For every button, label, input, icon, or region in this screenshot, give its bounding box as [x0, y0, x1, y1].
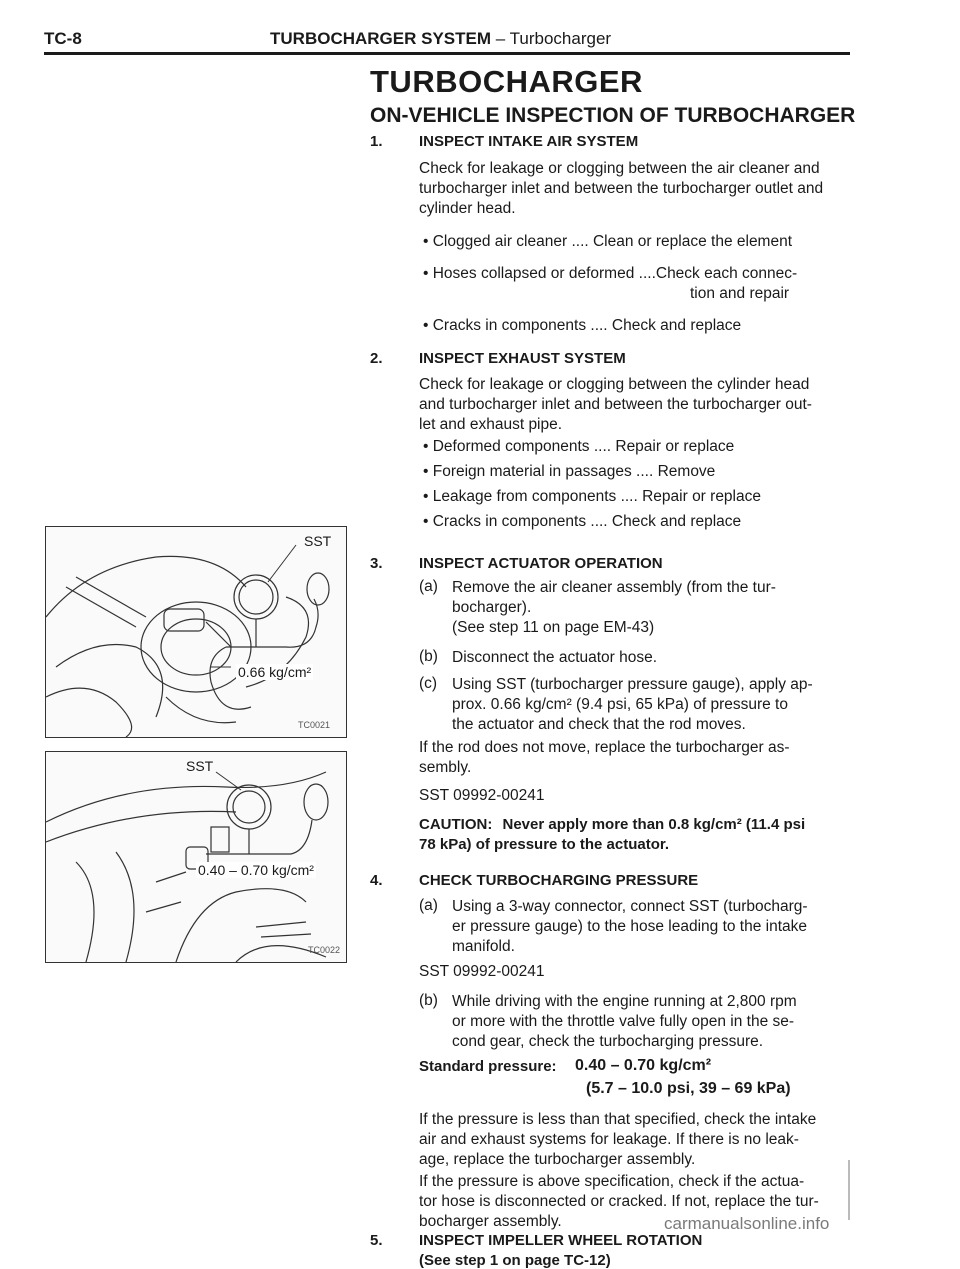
step-5-subheading: (See step 1 on page TC-12): [419, 1252, 611, 1269]
step-2-number: 2.: [370, 350, 383, 367]
text-line: air and exhaust systems for leakage. If there is no leak-: [419, 1131, 799, 1148]
text-line: Check for leakage or clogging between the air cleaner and: [419, 160, 820, 177]
standard-pressure-psi: (5.7 – 10.0 psi, 39 – 69 kPa): [586, 1080, 791, 1097]
bullet-item: • Clogged air cleaner .... Clean or replace the element: [423, 233, 793, 250]
watermark: carmanualsonline.info: [664, 1214, 830, 1233]
caution-text: Never apply more than 0.8 kg/cm² (11.4 psi: [502, 816, 806, 833]
step-2-text: [419, 375, 812, 435]
sub-step-text: [452, 897, 808, 957]
running-header: [270, 29, 611, 49]
bullet-item: • Cracks in components .... Check and replace: [423, 513, 742, 530]
step-1-heading: INSPECT INTAKE AIR SYSTEM: [419, 133, 639, 150]
text-line: Check for leakage or clogging between the cylinder head: [419, 376, 810, 393]
pressure-label: 0.66 kg/cm²: [238, 664, 312, 680]
bullet-item: • Foreign material in passages .... Remove: [423, 463, 716, 480]
text-line: tor hose is disconnected or cracked. If not, replace the tur-: [419, 1193, 819, 1210]
text-line: or more with the throttle valve fully open in the se-: [452, 1013, 795, 1030]
standard-pressure-label: Standard pressure:: [419, 1058, 557, 1075]
text-line: prox. 0.66 kg/cm² (9.4 psi, 65 kPa) of pressure to: [452, 696, 788, 713]
text-line: bocharger).: [452, 599, 532, 616]
sub-step-label: (c): [419, 675, 438, 692]
text-line: Using SST (turbocharger pressure gauge), apply ap-: [452, 676, 813, 693]
header-dash: –: [495, 29, 506, 48]
sub-step-text: [452, 992, 797, 1052]
page-title: TURBOCHARGER: [370, 64, 643, 99]
step-3-note: [419, 738, 790, 778]
caution-line: [419, 815, 805, 835]
caution-line: 78 kPa) of pressure to the actuator.: [419, 836, 670, 853]
margin-mark: [848, 1160, 850, 1220]
text-line: and turbocharger inlet and between the turbocharger out-: [419, 396, 812, 413]
text-line: cylinder head.: [419, 200, 516, 217]
engine-illustration: [46, 527, 346, 737]
sub-step-label: (a): [419, 897, 438, 914]
text-line: cond gear, check the turbocharging pressure.: [452, 1033, 764, 1050]
header-system: TURBOCHARGER SYSTEM: [270, 29, 492, 48]
page-number: TC-8: [44, 29, 82, 48]
text-line: (See step 11 on page EM-43): [452, 619, 655, 636]
sub-step-text: [452, 578, 776, 638]
bullet-item: • Deformed components .... Repair or replace: [423, 438, 735, 455]
sub-step-text: [452, 648, 657, 668]
step-5-number: 5.: [370, 1232, 383, 1249]
engine-illustration: [46, 752, 346, 962]
step-3-number: 3.: [370, 555, 383, 572]
sst-number: SST 09992-00241: [419, 787, 545, 804]
caution: [419, 815, 805, 855]
step-4-para-1: [419, 1110, 816, 1170]
text-line: If the rod does not move, replace the turbocharger as-: [419, 739, 790, 756]
text-line: turbocharger inlet and between the turbocharger outlet and: [419, 180, 824, 197]
text-line: er pressure gauge) to the hose leading to the intake: [452, 918, 808, 935]
caution-label: CAUTION:: [419, 816, 493, 833]
sub-step-label: (b): [419, 648, 438, 665]
text-line: If the pressure is less than that specified, check the intake: [419, 1111, 817, 1128]
text-line: While driving with the engine running at 2,800 rpm: [452, 993, 797, 1010]
bullet-item: • Leakage from components .... Repair or replace: [423, 488, 761, 505]
text-line: If the pressure is above specification, check if the actua-: [419, 1173, 805, 1190]
step-2-heading: INSPECT EXHAUST SYSTEM: [419, 350, 626, 367]
text-line: Remove the air cleaner assembly (from the tur-: [452, 579, 776, 596]
sst-number: SST 09992-00241: [419, 963, 545, 980]
text-line: the actuator and check that the rod moves.: [452, 716, 746, 733]
text-line: age, replace the turbocharger assembly.: [419, 1151, 696, 1168]
header-rule: [44, 52, 850, 55]
bullet-item-continued: tion and repair: [690, 285, 790, 302]
sst-label: SST: [304, 533, 332, 549]
section-title: ON-VEHICLE INSPECTION OF TURBOCHARGER: [370, 104, 856, 127]
text-line: Disconnect the actuator hose.: [452, 649, 658, 666]
step-3-heading: INSPECT ACTUATOR OPERATION: [419, 555, 663, 572]
text-line: manifold.: [452, 938, 515, 955]
sub-step-label: (b): [419, 992, 438, 1009]
step-1-text: [419, 159, 823, 219]
text-line: let and exhaust pipe.: [419, 416, 563, 433]
pressure-range-label: 0.40 – 0.70 kg/cm²: [198, 862, 314, 878]
step-4-number: 4.: [370, 872, 383, 889]
bullet-item: • Cracks in components .... Check and replace: [423, 317, 742, 334]
text-line: bocharger assembly.: [419, 1213, 562, 1230]
sub-step-text: [452, 675, 813, 735]
step-5-heading: INSPECT IMPELLER WHEEL ROTATION: [419, 1232, 703, 1249]
figure-actuator-check: [45, 526, 347, 738]
bullet-item: • Hoses collapsed or deformed ....Check each connec-: [423, 265, 798, 282]
sub-step-label: (a): [419, 578, 438, 595]
figure-pressure-check: [45, 751, 347, 963]
text-line: sembly.: [419, 759, 472, 776]
standard-pressure-kg: 0.40 – 0.70 kg/cm²: [575, 1057, 712, 1074]
figure-code: TC0021: [298, 720, 331, 730]
sst-label: SST: [186, 758, 214, 774]
figure-code: TC0022: [308, 945, 341, 955]
step-4-heading: CHECK TURBOCHARGING PRESSURE: [419, 872, 699, 889]
step-1-number: 1.: [370, 133, 383, 150]
text-line: Using a 3-way connector, connect SST (turbocharg-: [452, 898, 808, 915]
header-sub: Turbocharger: [509, 29, 612, 48]
